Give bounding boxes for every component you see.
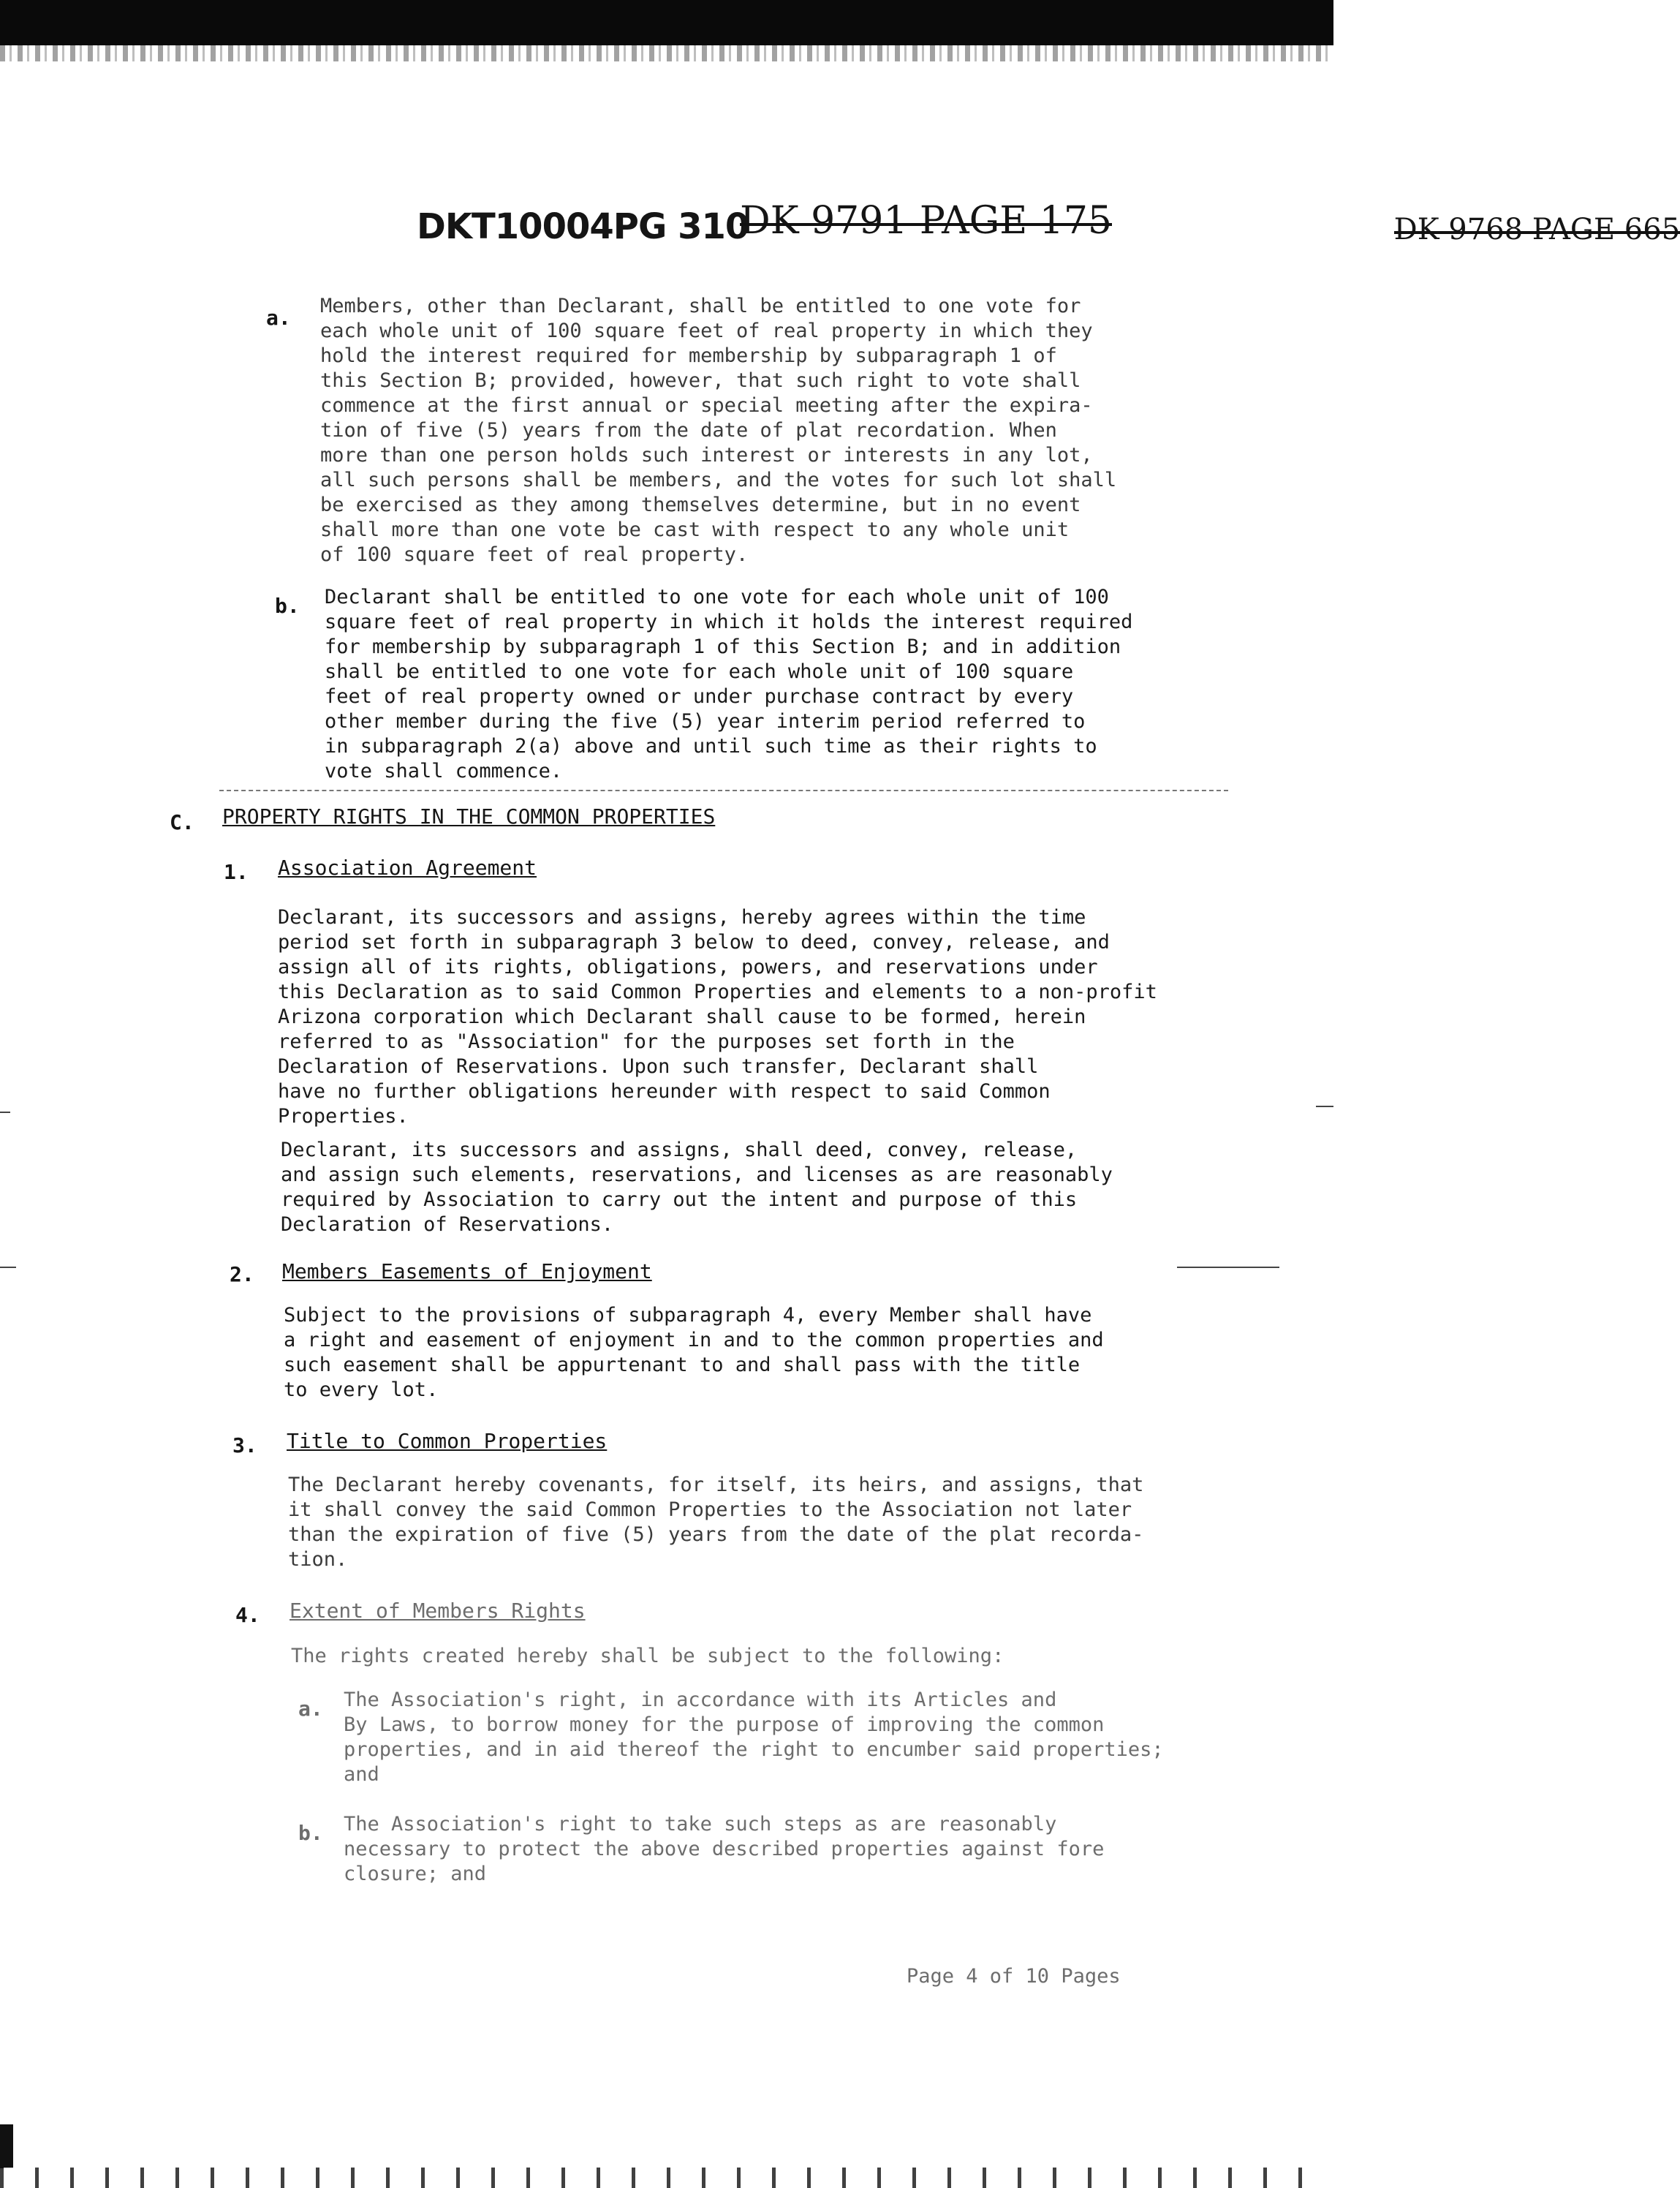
divider bbox=[219, 790, 1228, 791]
item-b-text: Declarant shall be entitled to one vote for each whole unit of 100 square feet of real property in which it holds the interest required for membership by subparagraph 1 of this Section B; and in addition shall be entitled to one vote for each whole unit of 100 square feet of real property owned or under purchase contract by every other member during the five (5) year interim period referred to in subparagraph 2(a) above and until such time as their rights to vote shall commence. bbox=[325, 586, 1133, 782]
item-4a-text: The Association's right, in accordance with its Articles and By Laws, to borrow money for the purpose of improving the common properties, and in aid thereof the right to encumber said properties; and bbox=[344, 1689, 1164, 1786]
item-2-title: Members Easements of Enjoyment bbox=[282, 1259, 652, 1283]
item-4-number: 4. bbox=[235, 1603, 260, 1627]
recording-header bbox=[417, 199, 1680, 257]
item-4b-label: b. bbox=[298, 1821, 323, 1845]
item-2-paragraph: Subject to the provisions of subparagraph 4, every Member shall have a right and easement of enjoyment in and to the common properties and such easement shall be appurtenant to and shall pass with the title to every lot. bbox=[284, 1304, 1104, 1401]
item-3-title: Title to Common Properties bbox=[287, 1429, 608, 1453]
item-3-number: 3. bbox=[232, 1433, 257, 1457]
book-page-stamp-2: DK 9791 PAGE 175 bbox=[740, 199, 1112, 243]
item-1-title: Association Agreement bbox=[278, 856, 537, 880]
section-c-label: C. bbox=[170, 810, 194, 834]
margin-mark bbox=[0, 1112, 10, 1113]
item-a-text: Members, other than Declarant, shall be entitled to one vote for each whole unit of 100 square feet of real property in which they hold the interest required for membership by subparagraph 1 of this Section B; provided, however, that such right to vote shall commence at the first annual or special meeting after the expira- tion of five (5) years from the date of plat recordation. When more than one person holds such interest or interests in any lot, all such persons shall be members, and the votes for such lot shall be exercised as they among themselves determine, but in no event shall more than one vote be cast with respect to any whole unit of 100 square feet of real property. bbox=[320, 295, 1117, 566]
margin-mark bbox=[0, 1267, 16, 1268]
page-number: Page 4 of 10 Pages bbox=[907, 1965, 1121, 1988]
scan-corner-mark bbox=[0, 2124, 13, 2168]
item-a-label: a. bbox=[266, 306, 291, 330]
book-page-stamp-3: DK 9768 PAGE 665 bbox=[1393, 213, 1680, 246]
item-1-paragraph-2: Declarant, its successors and assigns, shall deed, convey, release, and assign such elements, reservations, and licenses as are reasonably required by Association to carry out the intent and purpose of this Declaration of Reservations. bbox=[281, 1139, 1113, 1236]
item-4a-label: a. bbox=[298, 1697, 323, 1721]
margin-mark bbox=[1316, 1106, 1333, 1107]
item-b-label: b. bbox=[275, 594, 300, 618]
item-3-paragraph: The Declarant hereby covenants, for itself, its heirs, and assigns, that it shall convey the said Common Properties to the Association not later than the expiration of five (5) years from the date of the plat recorda- tion. bbox=[288, 1474, 1144, 1571]
scan-border-top bbox=[0, 0, 1333, 45]
item-1-number: 1. bbox=[224, 860, 249, 884]
book-page-stamp-1: DKT10004PG 310 bbox=[417, 206, 749, 247]
margin-mark bbox=[1177, 1267, 1279, 1268]
section-c-title: PROPERTY RIGHTS IN THE COMMON PROPERTIES bbox=[222, 804, 716, 829]
scan-border-bottom bbox=[0, 2168, 1333, 2188]
item-4-title: Extent of Members Rights bbox=[290, 1599, 586, 1623]
item-1-paragraph-1: Declarant, its successors and assigns, hereby agrees within the time period set forth in subparagraph 3 below to deed, convey, release, and assign all of its rights, obligations, powers, and reservations under this Declaration as to said Common Properties and elements to a non-profit Arizona corporation which Declarant shall cause to be formed, herein referred to as "Association" for the purposes set forth in the Declaration of Reservations. Upon such transfer, Declarant shall have no further obligations hereunder with respect to said Common Properties. bbox=[278, 906, 1157, 1128]
scan-noise-top bbox=[0, 45, 1333, 61]
item-4b-text: The Association's right to take such steps as are reasonably necessary to protect the above described properties against fore closure; and bbox=[344, 1813, 1105, 1885]
item-4-intro: The rights created hereby shall be subject to the following: bbox=[291, 1645, 1004, 1667]
item-2-number: 2. bbox=[230, 1262, 254, 1286]
